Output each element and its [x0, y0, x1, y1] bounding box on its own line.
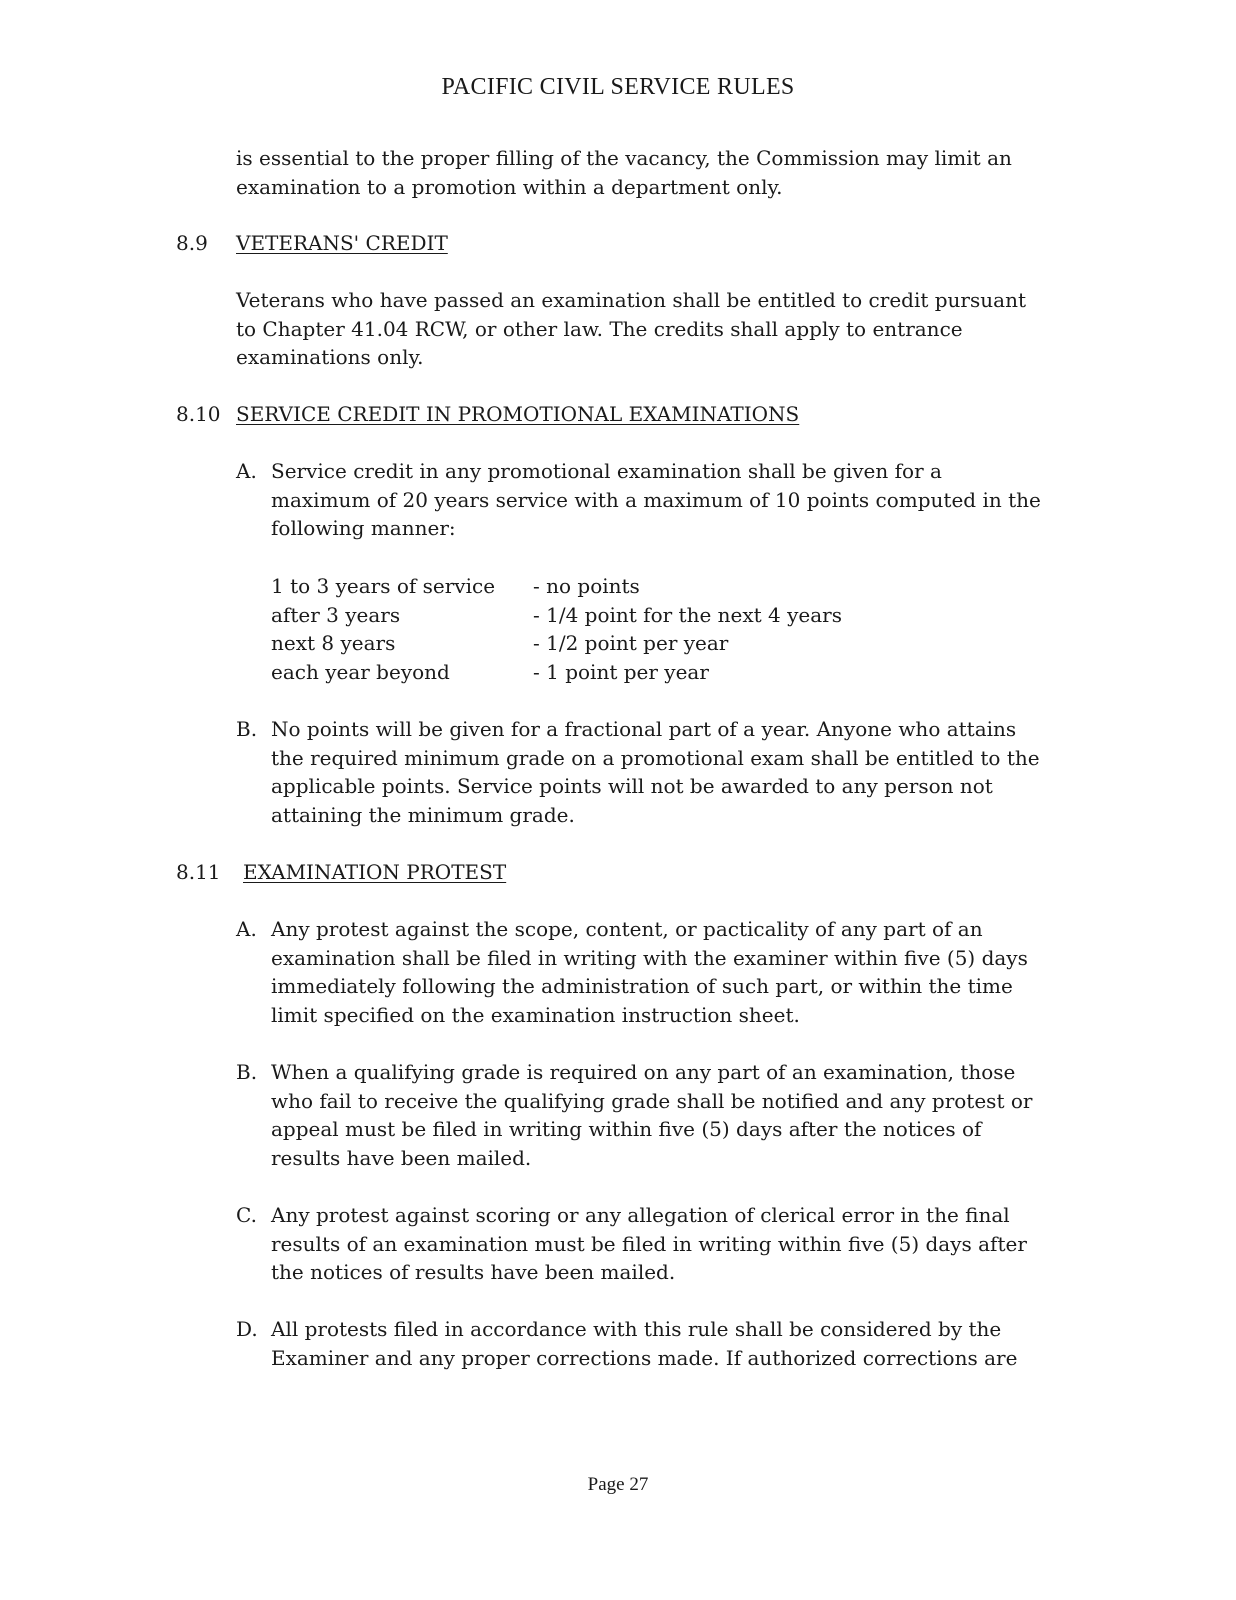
paragraph-line: Service credit in any promotional examination shall be given for a — [271, 459, 942, 483]
table-cell-period: after 3 years — [271, 602, 401, 627]
service-credit-item-a — [271, 457, 1041, 543]
item-letter-d: D. — [236, 1317, 258, 1341]
intro-paragraph — [236, 144, 1012, 201]
paragraph-line: No points will be given for a fractional part of a year. Anyone who attains — [271, 717, 1017, 741]
protest-item-d — [271, 1315, 1017, 1372]
paragraph-line: maximum of 20 years service with a maximum of 10 points computed in the — [271, 487, 1041, 512]
paragraph-line: results of an examination must be filed in writing within five (5) days after — [271, 1231, 1027, 1256]
table-cell-points: - 1/4 point for the next 4 years — [533, 602, 843, 627]
page-number: Page 27 — [587, 1474, 649, 1495]
table-cell-points: - no points — [533, 574, 640, 598]
intro-line: is essential to the proper filling of the vacancy, the Commission may limit an — [236, 146, 1012, 170]
paragraph-line: applicable points. Service points will not be awarded to any person not — [271, 774, 993, 799]
section-number-8-11: 8.11 — [176, 860, 221, 884]
protest-item-a — [271, 915, 1028, 1029]
paragraph-line: the notices of results have been mailed. — [271, 1260, 676, 1285]
paragraph-line: limit specified on the examination instruction sheet. — [271, 1002, 800, 1027]
paragraph-line: All protests filed in accordance with this rule shall be considered by the — [271, 1317, 1002, 1341]
veterans-credit-paragraph — [236, 286, 1026, 372]
paragraph-line: When a qualifying grade is required on any part of an examination, those — [271, 1060, 1016, 1084]
intro-line: examination to a promotion within a department only. — [236, 174, 783, 199]
table-cell-points: - 1 point per year — [533, 659, 709, 684]
paragraph-line: following manner: — [271, 516, 456, 541]
protest-item-c — [271, 1201, 1027, 1287]
paragraph-line: Veterans who have passed an examination shall be entitled to credit pursuant — [236, 288, 1026, 312]
paragraph-line: examinations only. — [236, 345, 424, 370]
section-title-examination-protest: EXAMINATION PROTEST — [243, 860, 507, 884]
table-cell-period: next 8 years — [271, 631, 396, 656]
section-title-veterans-credit: VETERANS' CREDIT — [236, 231, 448, 255]
service-credit-item-b — [271, 715, 1040, 829]
section-number-8-10: 8.10 — [176, 402, 221, 426]
section-number-8-9: 8.9 — [176, 231, 208, 255]
protest-item-b — [271, 1058, 1032, 1172]
paragraph-line: to Chapter 41.04 RCW, or other law. The credits shall apply to entrance — [236, 316, 963, 341]
paragraph-line: examination shall be filed in writing with the examiner within five (5) days — [271, 945, 1028, 970]
paragraph-line: Examiner and any proper corrections made. If authorized corrections are — [271, 1345, 1018, 1370]
paragraph-line: appeal must be filed in writing within five (5) days after the notices of — [271, 1117, 982, 1142]
page-header: PACIFIC CIVIL SERVICE RULES — [441, 74, 795, 100]
item-letter-c: C. — [236, 1203, 257, 1227]
paragraph-line: immediately following the administration of such part, or within the time — [271, 974, 1013, 999]
paragraph-line: Any protest against scoring or any allegation of clerical error in the final — [271, 1203, 1010, 1227]
section-title-service-credit: SERVICE CREDIT IN PROMOTIONAL EXAMINATIONS — [236, 402, 800, 426]
paragraph-line: who fail to receive the qualifying grade shall be notified and any protest or — [271, 1088, 1033, 1113]
table-cell-points: - 1/2 point per year — [533, 631, 729, 656]
paragraph-line: results have been mailed. — [271, 1145, 532, 1170]
paragraph-line: attaining the minimum grade. — [271, 802, 575, 827]
table-cell-period: 1 to 3 years of service — [271, 574, 496, 598]
item-letter-a: A. — [236, 459, 257, 483]
item-letter-b: B. — [236, 717, 258, 741]
paragraph-line: Any protest against the scope, content, or pacticality of any part of an — [271, 917, 983, 941]
paragraph-line: the required minimum grade on a promotional exam shall be entitled to the — [271, 745, 1040, 770]
item-letter-a: A. — [236, 917, 257, 941]
table-cell-period: each year beyond — [271, 659, 450, 684]
item-letter-b: B. — [236, 1060, 258, 1084]
